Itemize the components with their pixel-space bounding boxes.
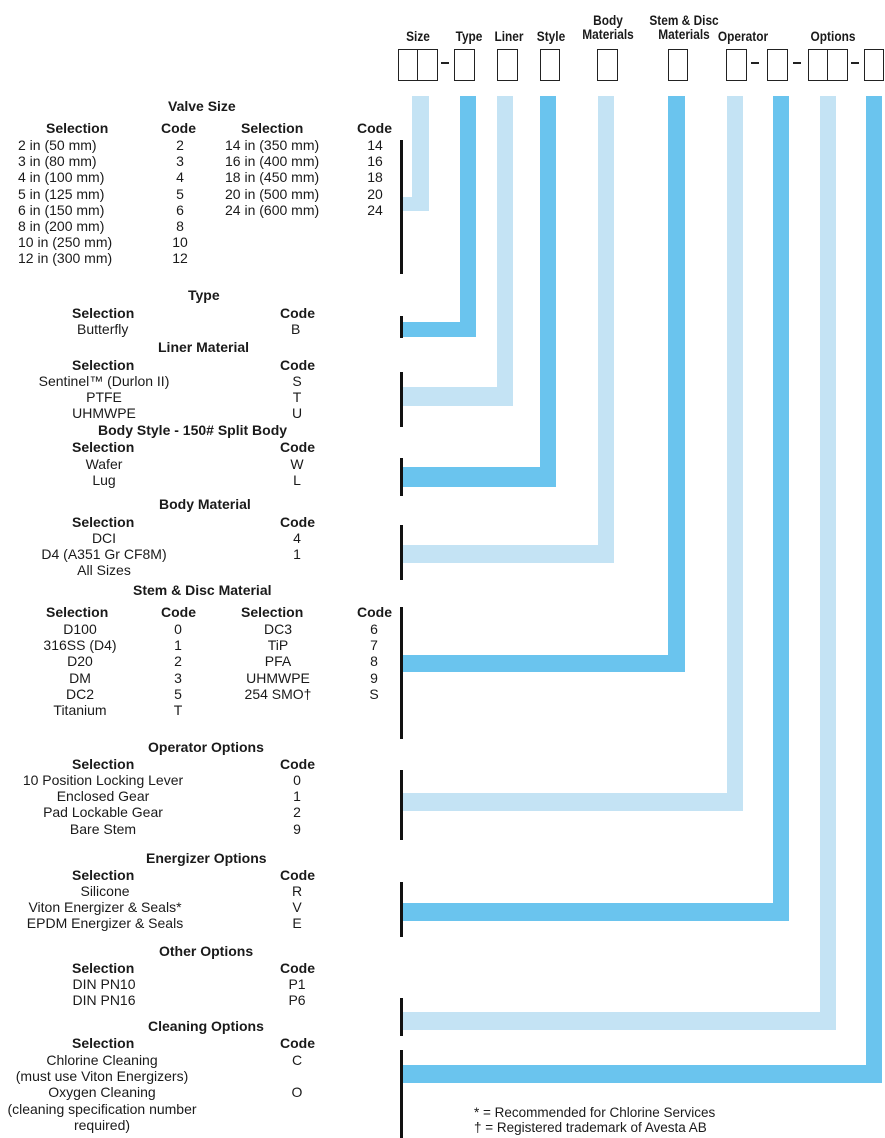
stem-disc-list <box>20 621 140 718</box>
list-item: required) <box>73 1116 131 1133</box>
code-value: T <box>173 702 183 719</box>
list-item: 5 in (125 mm) <box>18 185 105 202</box>
code-box-type <box>454 49 475 81</box>
bracket-size <box>400 140 403 274</box>
connector-type <box>402 322 476 337</box>
cleaning-title: Cleaning Options <box>148 1018 264 1034</box>
stem-disc-selection-header: Selection <box>46 604 109 620</box>
connector-style <box>402 467 556 487</box>
cleaning-list <box>2 1052 202 1133</box>
code-value: 2 <box>293 804 301 821</box>
energizer-selection-header: Selection <box>72 867 135 883</box>
body-material-title: Body Material <box>159 496 251 512</box>
stem-disc-title: Stem & Disc Material <box>133 582 272 598</box>
connector-energizer <box>402 903 789 921</box>
connector-liner <box>402 387 513 406</box>
list-item: Wafer <box>85 456 123 472</box>
connector-body <box>402 545 614 563</box>
list-item: D20 <box>67 653 93 670</box>
separator-dash <box>851 62 859 64</box>
list-item: 10 Position Locking Lever <box>22 772 184 788</box>
code-value: 10 <box>172 234 188 251</box>
operator-codes <box>282 772 312 837</box>
energizer-title: Energizer Options <box>146 850 267 866</box>
code-value: 18 <box>367 169 383 186</box>
stem-disc-list <box>228 621 328 702</box>
code-box-operator <box>726 49 747 81</box>
footnote-recommended: * = Recommended for Chlorine Services <box>474 1105 716 1120</box>
code-value: O <box>291 1084 303 1101</box>
liner-selection-header: Selection <box>72 357 135 373</box>
list-item: DIN PN16 <box>72 992 136 1009</box>
code-value: U <box>291 405 303 422</box>
bracket-cleaning <box>400 1050 403 1138</box>
valve-size-selection-header: Selection <box>46 120 109 136</box>
valve-size-code-header: Code <box>161 120 196 136</box>
list-item: TiP <box>267 637 289 654</box>
code-value: 0 <box>293 772 301 788</box>
code-value: 1 <box>293 788 301 805</box>
code-value: 9 <box>370 669 378 686</box>
list-item: 6 in (150 mm) <box>18 201 105 218</box>
code-value: T <box>292 389 302 406</box>
energizer-code-header: Code <box>280 867 315 883</box>
code-value: 16 <box>367 153 383 170</box>
list-item: 8 in (200 mm) <box>18 218 105 235</box>
list-item: DC3 <box>263 621 292 637</box>
list-item: (cleaning specification number <box>7 1100 197 1117</box>
list-item: 10 in (250 mm) <box>18 234 113 251</box>
stem-disc-code-header: Code <box>161 604 196 620</box>
list-item: 316SS (D4) <box>43 637 117 654</box>
list-item: Butterfly <box>77 321 129 337</box>
connector-cleaning <box>402 1065 882 1083</box>
type-selection-header: Selection <box>72 305 135 321</box>
operator-list <box>10 772 196 837</box>
header-liner: Liner <box>494 29 524 44</box>
list-item: Silicone <box>80 883 130 899</box>
separator-dash <box>793 62 801 64</box>
body-style-list <box>64 456 144 488</box>
liner-code-header: Code <box>280 357 315 373</box>
list-item: 3 in (80 mm) <box>18 153 97 170</box>
code-value: S <box>369 685 379 702</box>
code-box-other-1 <box>808 49 828 81</box>
header-type: Type <box>455 29 483 44</box>
connector-energizer <box>773 96 789 921</box>
code-value: 20 <box>367 185 383 202</box>
code-value: P1 <box>288 976 306 992</box>
code-value: 1 <box>293 546 301 563</box>
code-value <box>282 1068 312 1084</box>
operator-code-header: Code <box>280 756 315 772</box>
type-code-header: Code <box>280 305 315 321</box>
header-style: Style <box>536 29 566 44</box>
other-code-header: Code <box>280 960 315 976</box>
energizer-list <box>20 883 190 932</box>
code-box-body <box>597 49 618 81</box>
cleaning-codes <box>282 1052 312 1101</box>
other-codes <box>282 976 312 1008</box>
list-item: Chlorine Cleaning <box>46 1052 158 1068</box>
list-item: Sentinel™ (Durlon II) <box>38 373 170 389</box>
body-style-title: Body Style - 150# Split Body <box>98 422 288 438</box>
list-item: Lug <box>92 472 116 489</box>
list-item: PFA <box>264 653 292 670</box>
connector-style <box>540 96 556 487</box>
list-item: D100 <box>63 621 97 637</box>
body-material-list <box>34 530 174 579</box>
code-box-size-1 <box>398 49 418 81</box>
code-value: 3 <box>174 669 182 686</box>
code-value: C <box>291 1052 303 1068</box>
code-value: 7 <box>370 637 378 654</box>
header-options: Options <box>810 29 856 44</box>
list-item: Viton Energizer & Seals* <box>28 899 182 916</box>
list-item: (must use Viton Energizers) <box>15 1068 189 1085</box>
bracket-energizer <box>400 882 403 937</box>
code-box-liner <box>497 49 518 81</box>
connector-operator <box>727 96 743 811</box>
code-value: P6 <box>288 992 306 1009</box>
code-value: R <box>291 883 303 899</box>
list-item: PTFE <box>86 389 122 406</box>
list-item: 2 in (50 mm) <box>18 137 97 153</box>
code-value: 8 <box>176 218 184 235</box>
body-style-selection-header: Selection <box>72 439 135 455</box>
code-value: 1 <box>174 637 182 654</box>
bracket-liner <box>400 372 403 427</box>
body-material-selection-header: Selection <box>72 514 135 530</box>
code-value: 4 <box>176 169 184 186</box>
body-material-note: All Sizes <box>77 562 131 579</box>
code-box-size-2 <box>417 49 438 81</box>
connector-cleaning <box>866 96 882 1083</box>
body-material-codes <box>282 530 312 562</box>
bracket-other <box>400 998 403 1036</box>
list-item: Enclosed Gear <box>56 788 150 805</box>
code-value: 5 <box>174 685 182 702</box>
body-style-codes <box>282 456 312 488</box>
body-style-code-header: Code <box>280 439 315 455</box>
connector-type <box>460 96 476 337</box>
list-item: Titanium <box>53 702 107 719</box>
code-value: E <box>292 915 302 932</box>
separator-dash <box>751 62 759 64</box>
connector-size <box>412 96 429 211</box>
bracket-body <box>400 525 403 580</box>
operator-selection-header: Selection <box>72 756 135 772</box>
code-value: 5 <box>176 185 184 202</box>
energizer-codes <box>282 883 312 932</box>
list-item: UHMWPE <box>246 669 310 686</box>
liner-codes <box>282 373 312 422</box>
valve-size-list <box>18 137 112 267</box>
code-box-stem-disc <box>668 49 688 81</box>
code-value: 6 <box>370 621 378 637</box>
list-item: 14 in (350 mm) <box>225 137 320 153</box>
list-item: 24 in (600 mm) <box>225 201 320 218</box>
code-value: 14 <box>367 137 383 153</box>
list-item: 20 in (500 mm) <box>225 185 320 202</box>
list-item: UHMWPE <box>72 405 136 422</box>
connector-other <box>820 96 836 1030</box>
list-item: 4 in (100 mm) <box>18 169 105 186</box>
liner-title: Liner Material <box>158 339 250 355</box>
code-value: 24 <box>367 201 383 218</box>
valve-size-list <box>225 137 319 218</box>
code-value: 4 <box>293 530 301 546</box>
bracket-operator <box>400 770 403 840</box>
connector-liner <box>497 96 513 406</box>
list-item: 254 SMO† <box>244 685 312 702</box>
footnote-trademark: † = Registered trademark of Avesta AB <box>474 1120 707 1135</box>
code-value: 9 <box>293 820 301 837</box>
list-item: DIN PN10 <box>72 976 136 992</box>
code-value: L <box>293 472 301 489</box>
valve-size-code-header: Code <box>357 120 392 136</box>
code-value: W <box>290 456 304 472</box>
bracket-stem-disc <box>400 607 403 739</box>
list-item: D4 (A351 Gr CF8M) <box>41 546 167 563</box>
header-operator: Operator <box>717 29 769 44</box>
list-item: DC2 <box>65 685 94 702</box>
code-value: S <box>292 373 302 389</box>
cleaning-selection-header: Selection <box>72 1035 135 1051</box>
type-title: Type <box>188 287 220 303</box>
header-body: Body Materials <box>582 13 634 42</box>
list-item: 18 in (450 mm) <box>225 169 320 186</box>
separator-dash <box>441 62 449 64</box>
code-value: 3 <box>176 153 184 170</box>
code-value: 2 <box>176 137 184 153</box>
stem-disc-codes <box>359 621 389 702</box>
other-title: Other Options <box>159 943 254 959</box>
list-item: DCI <box>91 530 117 546</box>
connector-other <box>402 1012 836 1030</box>
body-material-code-header: Code <box>280 514 315 530</box>
connector-operator <box>402 793 743 811</box>
code-value: 8 <box>370 653 378 670</box>
connector-body <box>598 96 614 563</box>
header-size: Size <box>406 29 430 44</box>
list-item: Oxygen Cleaning <box>48 1084 156 1101</box>
code-box-cleaning <box>864 49 884 81</box>
other-list <box>54 976 154 1008</box>
stem-disc-selection-header: Selection <box>241 604 304 620</box>
operator-title: Operator Options <box>148 739 264 755</box>
code-value: B <box>291 321 301 337</box>
valve-size-title: Valve Size <box>168 98 236 114</box>
list-item: 16 in (400 mm) <box>225 153 320 170</box>
bracket-type <box>400 316 403 338</box>
list-item: DM <box>69 669 91 686</box>
code-box-other-2 <box>827 49 848 81</box>
code-value: V <box>292 899 302 916</box>
code-box-energizer <box>767 49 788 81</box>
code-value: 0 <box>174 621 182 637</box>
connector-size <box>402 197 429 211</box>
list-item: Bare Stem <box>69 820 137 837</box>
code-box-style <box>540 49 560 81</box>
liner-list <box>24 373 184 422</box>
list-item: EPDM Energizer & Seals <box>26 915 184 932</box>
connector-stem-disc <box>668 96 685 672</box>
other-selection-header: Selection <box>72 960 135 976</box>
bracket-style <box>400 458 403 496</box>
header-stem-disc: Stem & Disc Materials <box>649 13 719 42</box>
valve-size-codes <box>357 137 393 218</box>
stem-disc-code-header: Code <box>357 604 392 620</box>
stem-disc-codes <box>163 621 193 718</box>
code-value: 12 <box>172 250 188 267</box>
list-item: Pad Lockable Gear <box>43 804 163 821</box>
cleaning-code-header: Code <box>280 1035 315 1051</box>
code-value: 2 <box>174 653 182 670</box>
connector-stem-disc <box>402 655 685 672</box>
code-value: 6 <box>176 201 184 218</box>
valve-size-selection-header: Selection <box>241 120 304 136</box>
valve-size-codes <box>160 137 200 267</box>
list-item: 12 in (300 mm) <box>18 250 113 267</box>
